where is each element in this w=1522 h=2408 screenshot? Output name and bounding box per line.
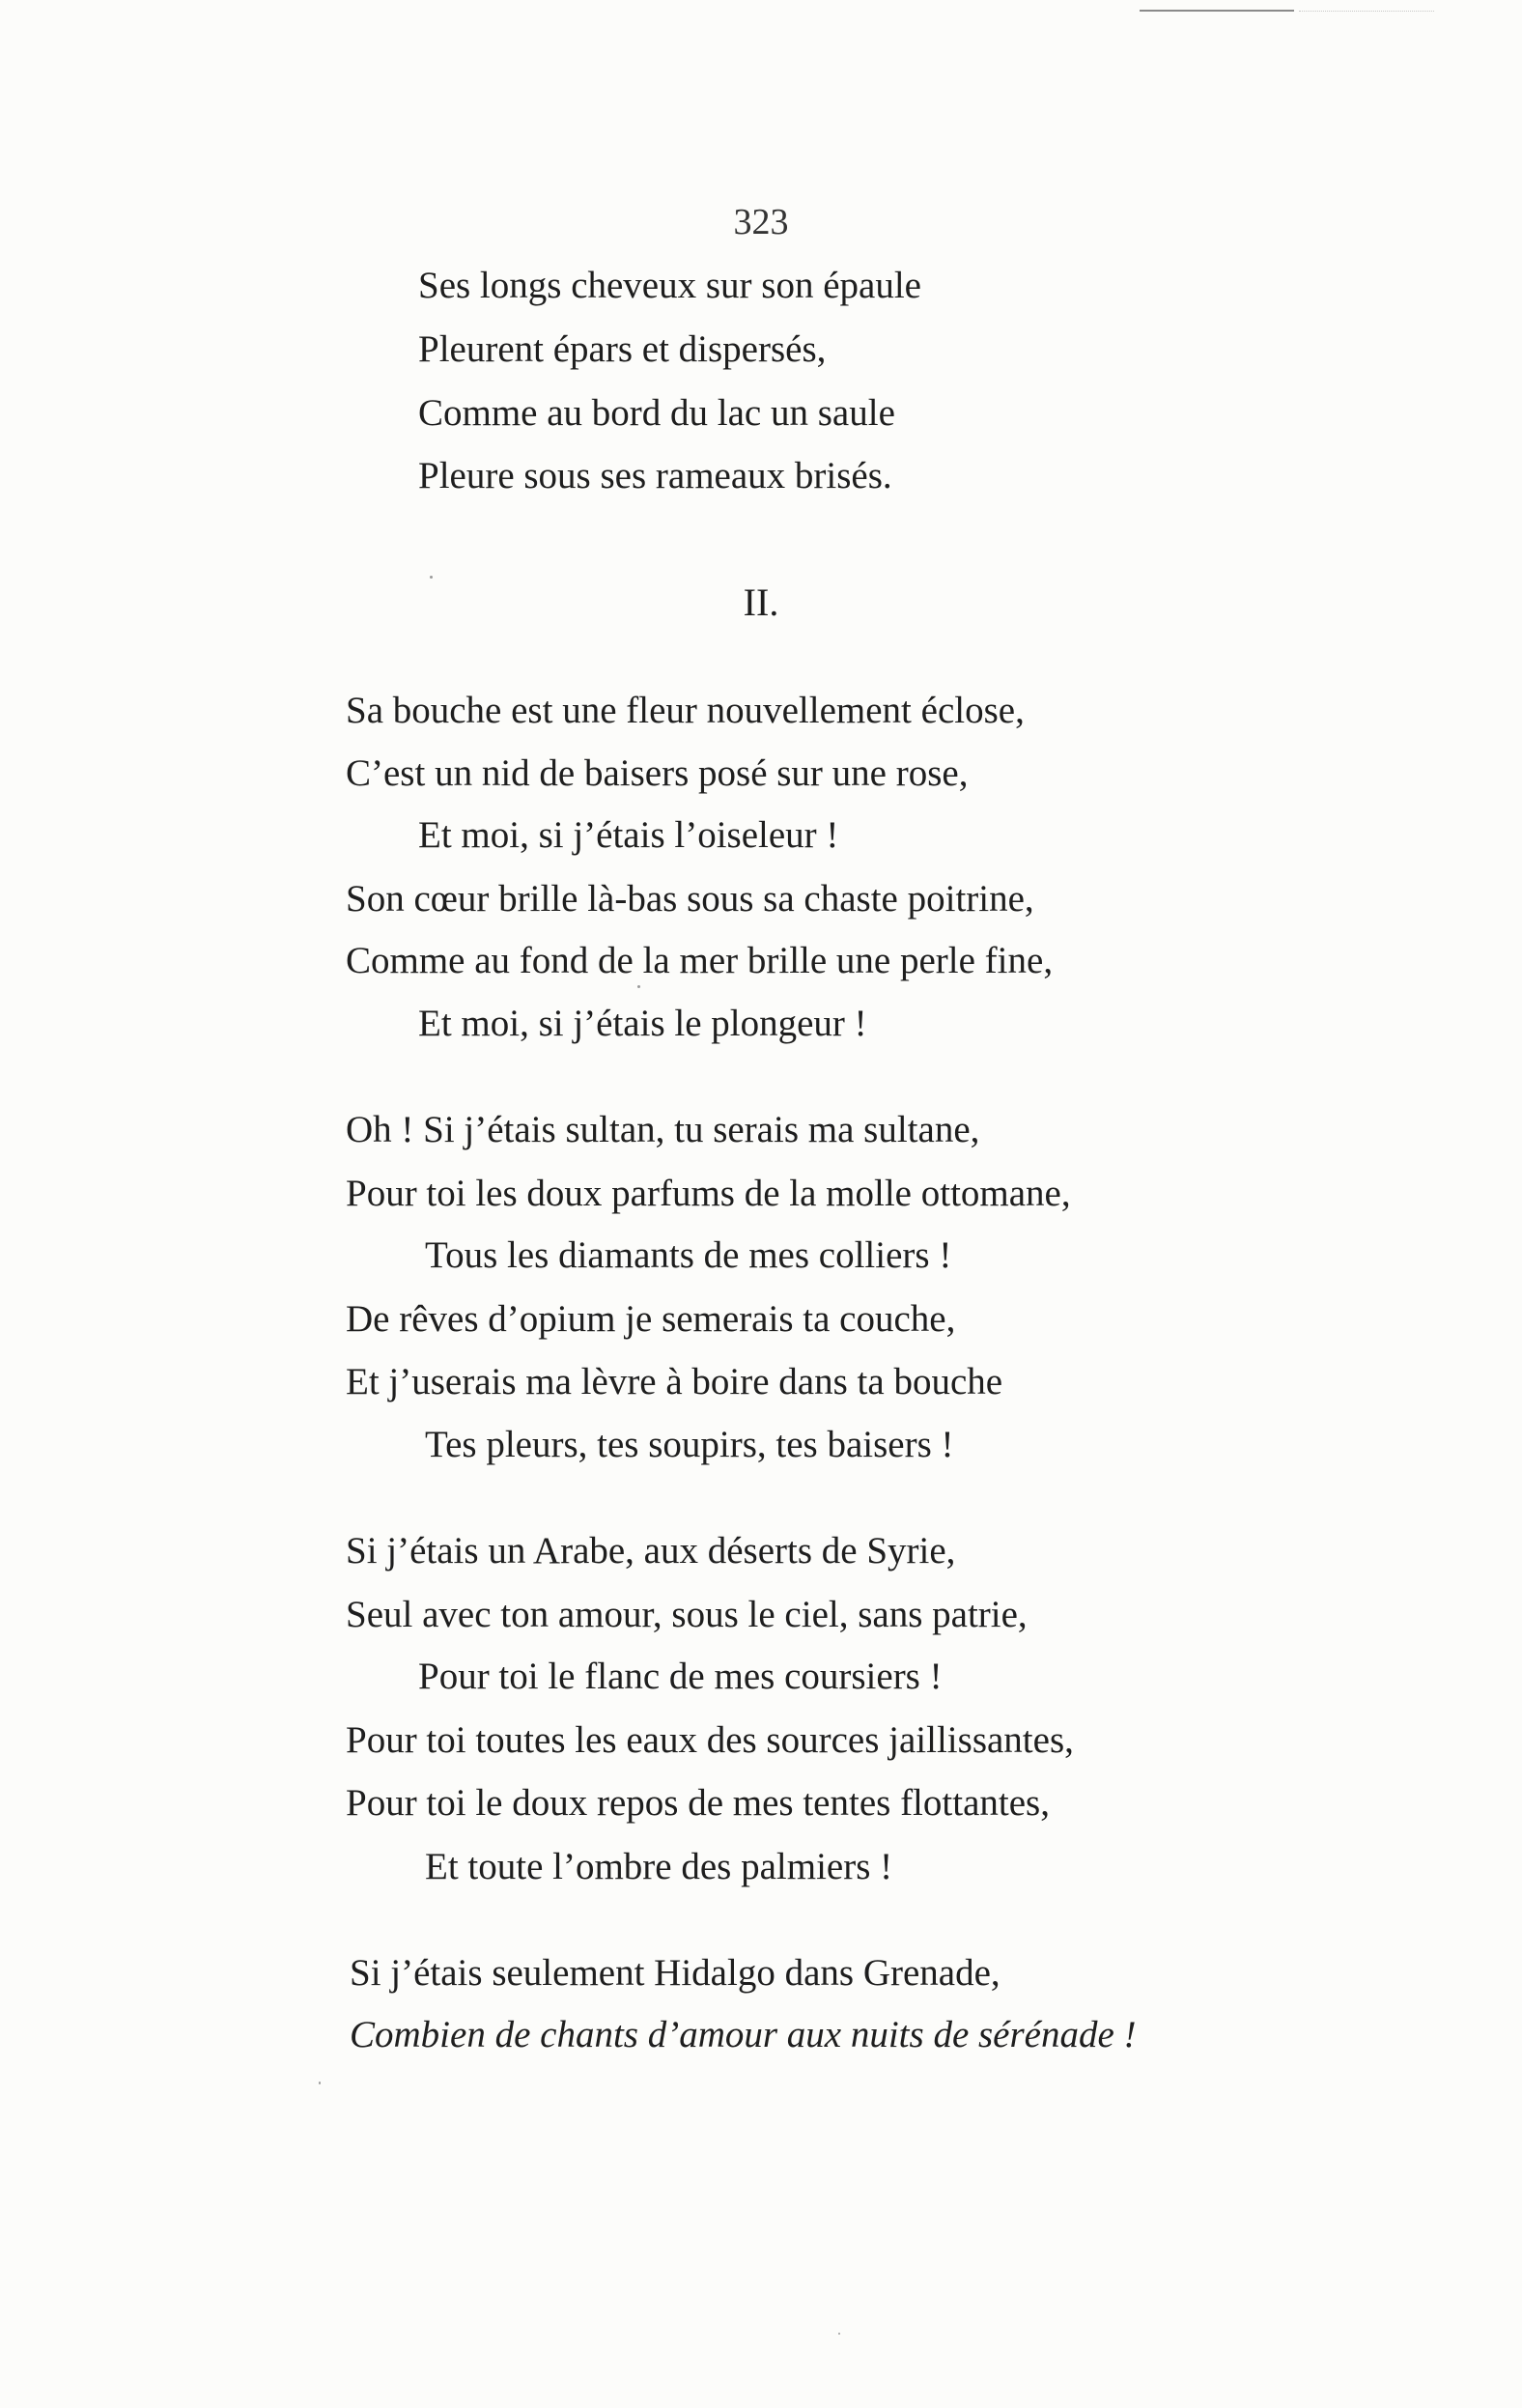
verse-line: Ses longs cheveux sur son épaule — [418, 265, 921, 306]
page-number: 323 — [733, 202, 789, 242]
verse-line: Pour toi le flanc de mes coursiers ! — [418, 1656, 943, 1697]
section-heading: II. — [743, 581, 779, 624]
verse-line: Tes pleurs, tes soupirs, tes baisers ! — [425, 1424, 954, 1465]
paper-speck — [838, 2333, 840, 2335]
verse-line: Pleurent épars et dispersés, — [418, 328, 827, 370]
verse-line: Pour toi toutes les eaux des sources jaillissantes, — [346, 1719, 1074, 1761]
verse-line: Pour toi le doux repos de mes tentes flottantes, — [346, 1782, 1050, 1824]
paper-speck — [319, 2082, 321, 2084]
corner-rule-tail — [1299, 11, 1434, 12]
verse-line: Pour toi les doux parfums de la molle ottomane, — [346, 1173, 1071, 1214]
verse-line: Combien de chants d’amour aux nuits de sérénade ! — [350, 2014, 1137, 2055]
verse-line: Et moi, si j’étais le plongeur ! — [418, 1003, 867, 1044]
verse-line: Sa bouche est une fleur nouvellement éclose, — [346, 690, 1025, 731]
verse-line: Pleure sous ses rameaux brisés. — [418, 455, 892, 496]
verse-line: Seul avec ton amour, sous le ciel, sans patrie, — [346, 1594, 1028, 1635]
verse-line: De rêves d’opium je semerais ta couche, — [346, 1298, 956, 1340]
verse-line: Si j’étais un Arabe, aux déserts de Syrie, — [346, 1530, 956, 1572]
verse-line: Et toute l’ombre des palmiers ! — [425, 1846, 893, 1887]
corner-rule — [1140, 10, 1294, 12]
verse-line: Tous les diamants de mes colliers ! — [425, 1234, 952, 1276]
verse-line: Comme au bord du lac un saule — [418, 392, 895, 434]
verse-line: Et moi, si j’étais l’oiseleur ! — [418, 814, 839, 856]
verse-line: Et j’userais ma lèvre à boire dans ta bouche — [346, 1361, 1003, 1402]
verse-line: Son cœur brille là-bas sous sa chaste poitrine, — [346, 878, 1034, 920]
paper-speck — [430, 576, 433, 579]
verse-line: Si j’étais seulement Hidalgo dans Grenade, — [350, 1952, 1001, 1994]
paper-speck — [637, 985, 640, 988]
verse-line: Oh ! Si j’étais sultan, tu serais ma sultane, — [346, 1109, 980, 1150]
verse-line: C’est un nid de baisers posé sur une rose, — [346, 752, 969, 794]
verse-line: Comme au fond de la mer brille une perle fine, — [346, 940, 1054, 981]
